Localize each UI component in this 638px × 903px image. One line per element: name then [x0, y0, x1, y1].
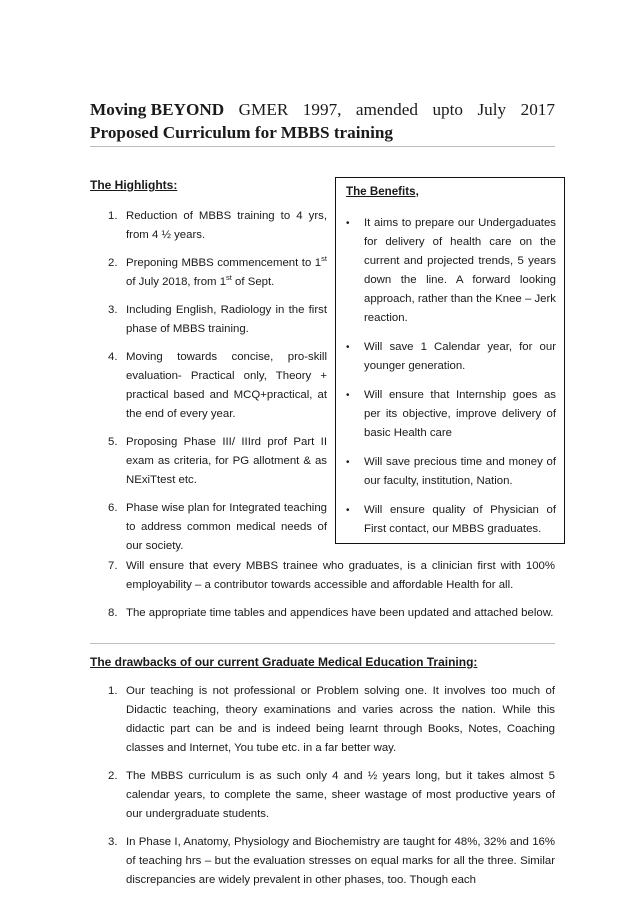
- benefits-heading: The Benefits,: [346, 185, 419, 198]
- title-word: 1997,: [302, 100, 342, 119]
- highlights-list-continued: [108, 557, 555, 632]
- benefit-item: • Will save precious time and money of our faculty, institution, Nation.: [346, 453, 556, 491]
- title-word: upto: [432, 100, 463, 119]
- drawbacks-list: [108, 682, 555, 890]
- title-bold-phrase: Moving BEYOND: [90, 100, 225, 119]
- highlights-heading: The Highlights:: [90, 178, 178, 192]
- list-item: 5. Proposing Phase III/ IIIrd prof Part II exam as criteria, for PG allotment & as NExiTtest etc.: [108, 436, 327, 486]
- section-divider: [90, 643, 555, 644]
- list-item: 2. Preponing MBBS commencement to 1st of July 2018, from 1st of Sept.: [108, 254, 327, 288]
- list-item: 2. The MBBS curriculum is as such only 4 and ½ years long, but it takes almost 5 calendar years, to complete the same, sheer wastage of most productive years of our undergraduate students.: [108, 770, 555, 820]
- highlights-list: [108, 207, 327, 565]
- document-title-line1: [90, 99, 555, 121]
- benefit-item: • It aims to prepare our Undergaduates for delivery of health care on the current and projected trends, 5 years down the line. A forward looking approach, rather than the Knee – Jerk reaction.: [346, 214, 556, 328]
- list-item: 8. The appropriate time tables and appendices have been updated and attached below.: [108, 607, 554, 619]
- benefits-list: [346, 214, 556, 549]
- title-word: July: [477, 100, 507, 119]
- title-word: 2017: [520, 100, 555, 119]
- list-item: 1. Our teaching is not professional or Problem solving one. It involves too much of Didactic teaching, theory examinations and varies across the nation. While this didactic part can be and is indeed being learnt through Books, Notes, Coaching classes and Internet, You tube etc. in a far better way.: [108, 685, 555, 754]
- title-word: GMER: [238, 100, 289, 119]
- list-item: 4. Moving towards concise, pro-skill evaluation- Practical only, Theory + practical based and MCQ+practical, at the end of every year.: [108, 351, 327, 420]
- benefit-item: • Will ensure that Internship goes as per its objective, improve delivery of basic Health care: [346, 386, 556, 443]
- bullet-icon: •: [346, 218, 350, 229]
- document-title-line2: Proposed Curriculum for MBBS training: [90, 123, 394, 142]
- benefit-item: • Will save 1 Calendar year, for our younger generation.: [346, 338, 556, 376]
- list-item: 3. In Phase I, Anatomy, Physiology and Biochemistry are taught for 48%, 32% and 16% of teaching hrs – but the evaluation stresses on equal marks for all the three. Similar discrepancies are widely prevalent in other phases, too. Though each: [108, 836, 555, 886]
- title-word: amended: [355, 100, 418, 119]
- bullet-icon: •: [346, 342, 350, 353]
- benefits-box: [335, 177, 565, 544]
- bullet-icon: •: [346, 505, 350, 516]
- list-item: 3. Including English, Radiology in the first phase of MBBS training.: [108, 304, 327, 335]
- list-item: 7. Will ensure that every MBBS trainee who graduates, is a clinician first with 100% employability – a contributor towards accessible and affordable Health for all.: [108, 560, 555, 591]
- drawbacks-heading: The drawbacks of our current Graduate Medical Education Training:: [90, 655, 478, 669]
- list-item: 1. Reduction of MBBS training to 4 yrs, from 4 ½ years.: [108, 210, 327, 241]
- bullet-icon: •: [346, 390, 350, 401]
- benefit-item: • Will ensure quality of Physician of First contact, our MBBS graduates.: [346, 501, 556, 539]
- list-item: 6. Phase wise plan for Integrated teaching to address common medical needs of our society.: [108, 502, 327, 552]
- bullet-icon: •: [346, 457, 350, 468]
- title-divider: [90, 146, 555, 147]
